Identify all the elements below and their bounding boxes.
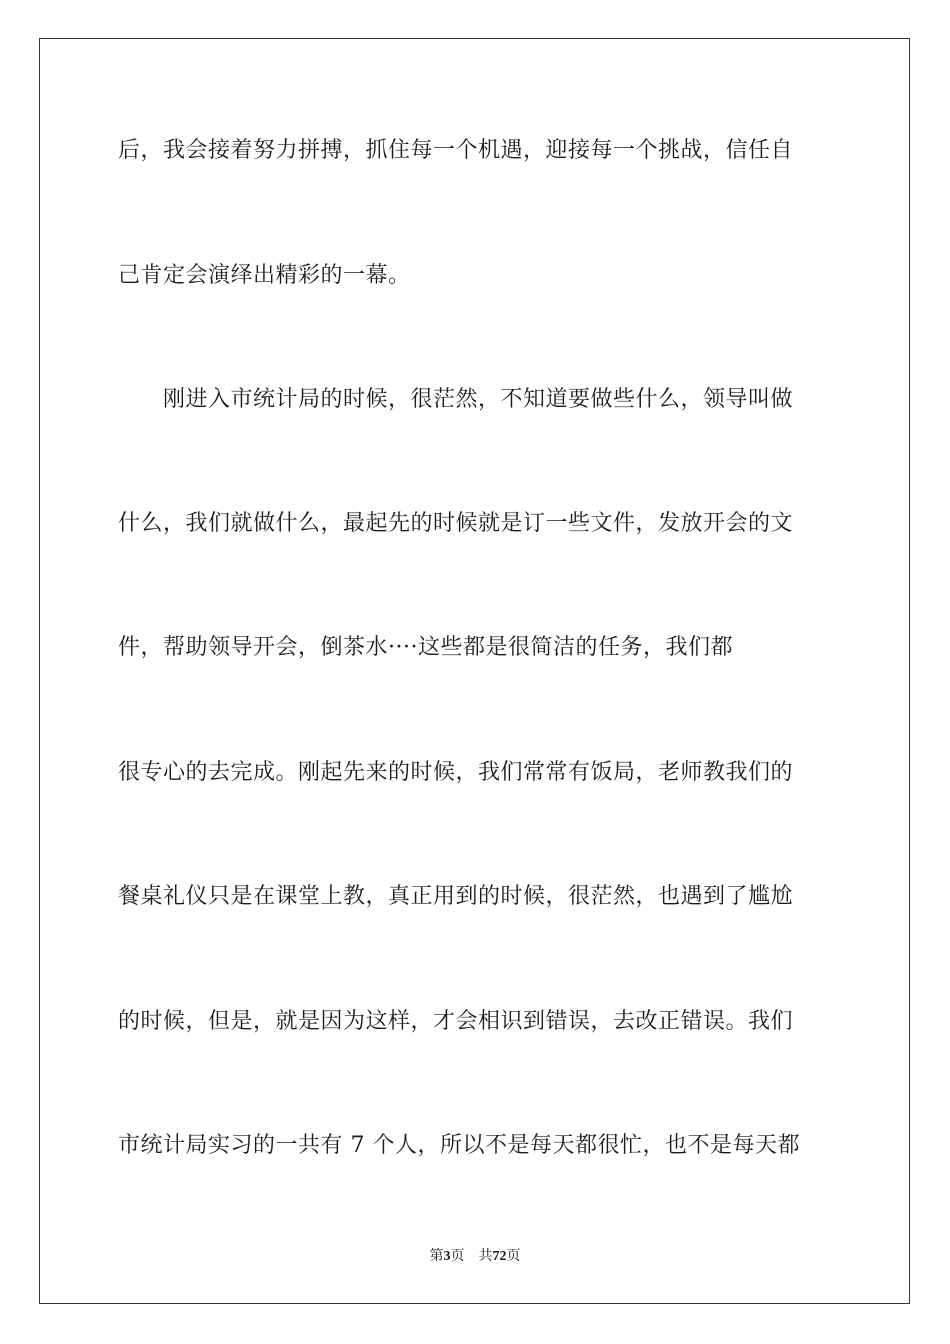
page-total-suffix: 页 — [506, 1248, 521, 1264]
text-line-5: 件，帮助领导开会，倒茶水····这些都是很简洁的任务，我们都 — [118, 635, 733, 660]
text-line-7: 餐桌礼仪只是在课堂上教，真正用到的时候，很茫然，也遇到了尴尬 — [118, 884, 794, 909]
page-total: 72 — [492, 1249, 507, 1264]
text-line-6: 很专心的去完成。刚起先来的时候，我们常常有饭局，老师教我们的 — [118, 760, 794, 785]
page-number-prefix: 第 — [429, 1248, 444, 1264]
page-number-suffix: 页 — [450, 1248, 465, 1264]
text-line-9: 市统计局实习的一共有 7 个人，所以不是每天都很忙，也不是每天都 — [118, 1133, 800, 1158]
page-footer — [0, 1246, 950, 1267]
page-border — [39, 38, 910, 1304]
text-line-4: 什么，我们就做什么，最起先的时候就是订一些文件，发放开会的文 — [118, 511, 794, 536]
page-number-current: 3 — [443, 1249, 451, 1264]
page-total-prefix: 共 — [478, 1248, 493, 1264]
text-line-8: 的时候，但是，就是因为这样，才会相识到错误，去改正错误。我们 — [118, 1009, 794, 1034]
text-line-3: 刚进入市统计局的时候，很茫然，不知道要做些什么，领导叫做 — [163, 387, 794, 412]
text-line-1: 后，我会接着努力拼搏，抓住每一个机遇，迎接每一个挑战，信任自 — [118, 138, 794, 163]
text-line-2: 己肯定会演绎出精彩的一幕。 — [118, 263, 411, 288]
